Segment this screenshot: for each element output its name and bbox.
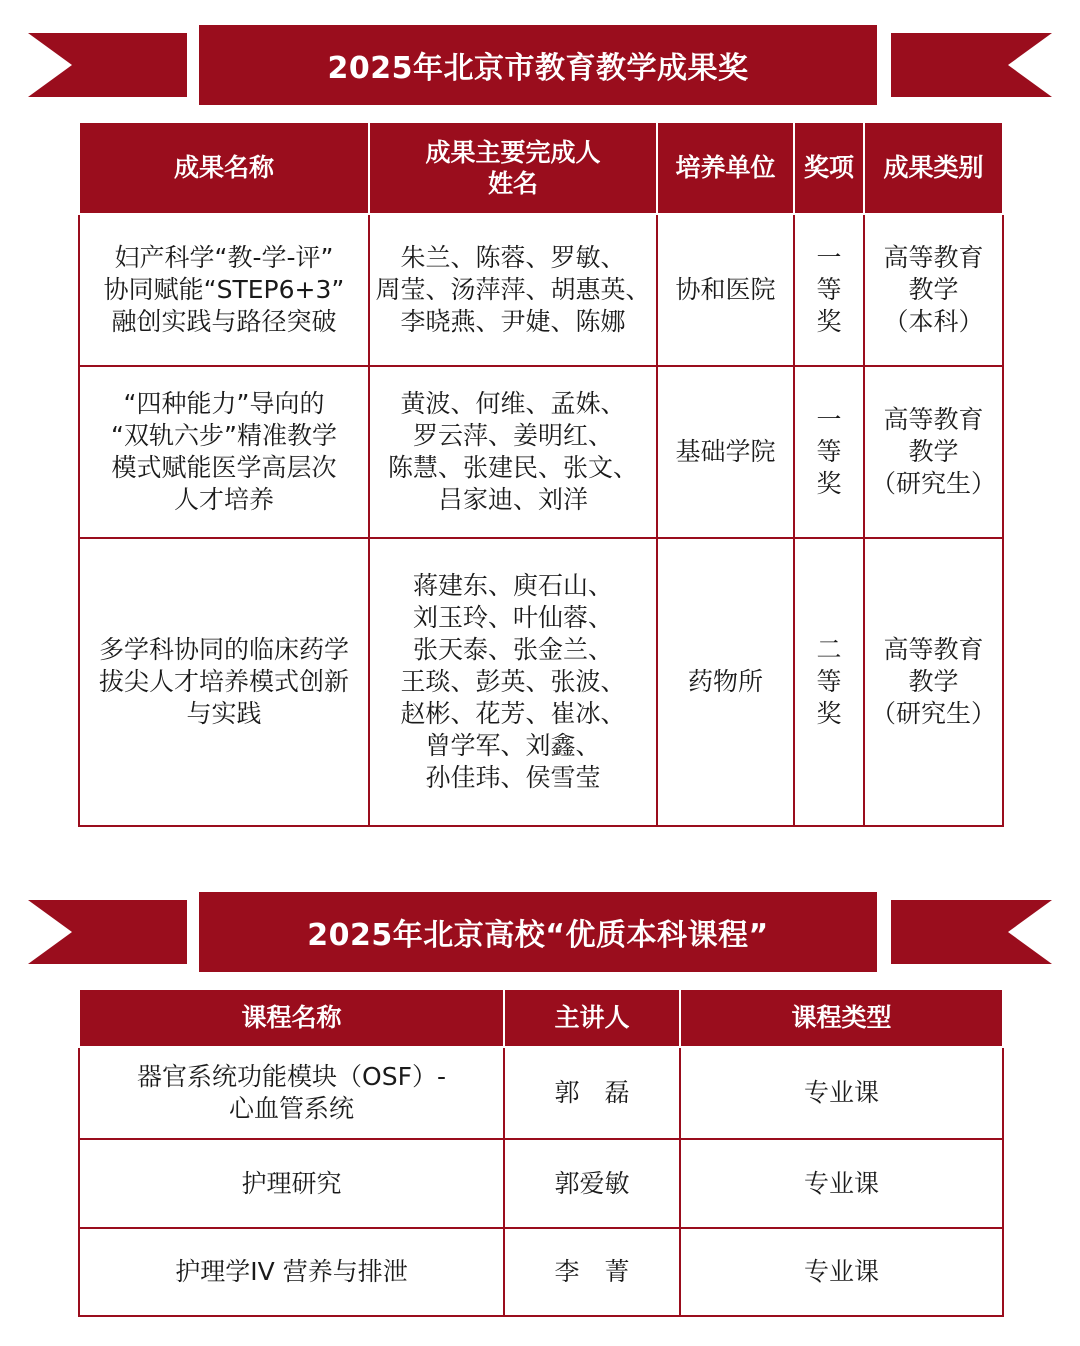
course-type: 专业课 (680, 1139, 1003, 1228)
course-table-header (79, 989, 1003, 1047)
course-lecturer: 郭爱敏 (504, 1139, 680, 1228)
course-name: 器官系统功能模块（OSF）- 心血管系统 (79, 1047, 504, 1139)
course-lecturer: 李 菁 (504, 1228, 680, 1316)
table-row (79, 1047, 1003, 1139)
achievement-unit: 协和医院 (657, 214, 794, 366)
header-award: 奖项 (794, 122, 864, 214)
award-table (78, 121, 1004, 827)
achievement-category: 高等教育 教学 （本科） (864, 214, 1003, 366)
header-persons: 成果主要完成人 姓名 (369, 122, 657, 214)
achievement-award: 二等奖 (794, 538, 864, 826)
course-table (78, 988, 1004, 1317)
course-type: 专业课 (680, 1047, 1003, 1139)
achievement-unit: 基础学院 (657, 366, 794, 538)
achievement-award: 一等奖 (794, 214, 864, 366)
achievement-name: “四种能力”导向的 “双轨六步”精准教学 模式赋能医学高层次 人才培养 (79, 366, 369, 538)
header-course: 课程名称 (79, 989, 504, 1047)
achievement-name: 多学科协同的临床药学 拔尖人才培养模式创新 与实践 (79, 538, 369, 826)
achievement-category: 高等教育 教学 （研究生） (864, 366, 1003, 538)
table-row (79, 538, 1003, 826)
course-name: 护理学IV 营养与排泄 (79, 1228, 504, 1316)
table-row (79, 214, 1003, 366)
table-row (79, 1228, 1003, 1316)
section1-title: 2025年北京市教育教学成果奖 (327, 51, 749, 86)
header-unit: 培养单位 (657, 122, 794, 214)
table-row (79, 366, 1003, 538)
achievement-category: 高等教育 教学 （研究生） (864, 538, 1003, 826)
award-table-header (79, 122, 1003, 214)
course-type: 专业课 (680, 1228, 1003, 1316)
achievement-persons: 蒋建东、庾石山、 刘玉玲、叶仙蓉、 张天泰、张金兰、 王琰、彭英、张波、 赵彬、花芳、崔冰、 曾学军、刘鑫、 孙佳玮、侯雪莹 (369, 538, 657, 826)
header-type: 课程类型 (680, 989, 1003, 1047)
header-category: 成果类别 (864, 122, 1003, 214)
section2-title: 2025年北京高校“优质本科课程” (307, 918, 769, 953)
course-lecturer: 郭 磊 (504, 1047, 680, 1139)
achievement-award: 一等奖 (794, 366, 864, 538)
section2-banner (0, 892, 1080, 976)
achievement-persons: 黄波、何维、孟姝、 罗云萍、姜明红、 陈慧、张建民、张文、 吕家迪、刘洋 (369, 366, 657, 538)
course-name: 护理研究 (79, 1139, 504, 1228)
section1-banner (0, 25, 1080, 109)
achievement-persons: 朱兰、陈蓉、罗敏、 周莹、汤萍萍、胡惠英、 李晓燕、尹婕、陈娜 (369, 214, 657, 366)
table-row (79, 1139, 1003, 1228)
achievement-name: 妇产科学“教-学-评” 协同赋能“STEP6+3” 融创实践与路径突破 (79, 214, 369, 366)
header-lecturer: 主讲人 (504, 989, 680, 1047)
achievement-unit: 药物所 (657, 538, 794, 826)
header-name: 成果名称 (79, 122, 369, 214)
